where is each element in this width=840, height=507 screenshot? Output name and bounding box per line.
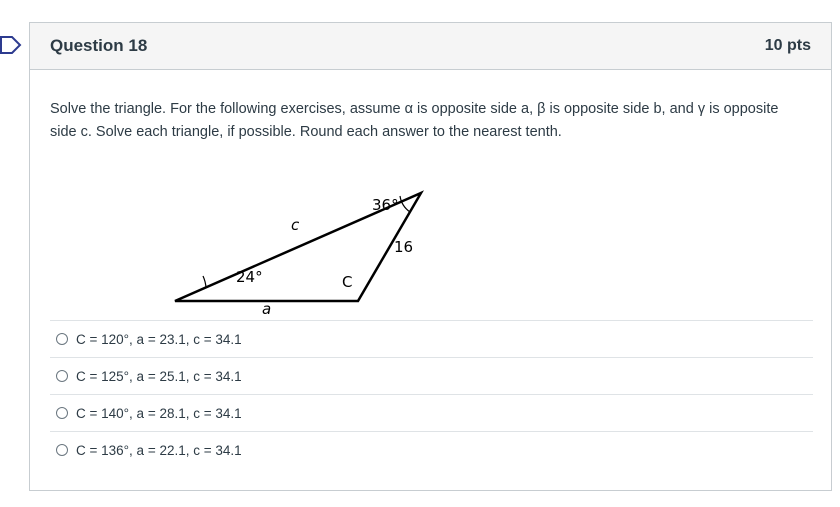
radio-icon[interactable] (56, 333, 68, 345)
triangle-figure (170, 162, 430, 318)
answer-label: C = 125°, a = 25.1, c = 34.1 (76, 368, 242, 384)
answer-label: C = 140°, a = 28.1, c = 34.1 (76, 405, 242, 421)
question-flag-icon (0, 36, 22, 54)
angle-arc-left (203, 276, 206, 288)
question-header (30, 23, 831, 70)
question-points: 10 pts (764, 37, 811, 54)
answer-option[interactable] (50, 431, 813, 468)
side-label-b: 16 (394, 238, 414, 256)
answer-option[interactable] (50, 357, 813, 394)
answer-label: C = 136°, a = 22.1, c = 34.1 (76, 442, 242, 458)
angle-label-left: 24° (236, 268, 263, 286)
radio-icon[interactable] (56, 407, 68, 419)
side-label-a: a (262, 300, 272, 318)
radio-icon[interactable] (56, 444, 68, 456)
answer-option[interactable] (50, 320, 813, 357)
radio-icon[interactable] (56, 370, 68, 382)
vertex-label-c: C (342, 273, 353, 291)
question-title: Question 18 (50, 36, 148, 55)
answer-list (50, 320, 813, 468)
question-prompt: Solve the triangle. For the following exercises, assume α is opposite side a, β is opposite side b, and γ is opposite side c. Solve each triangle, if possible. Round each answer to the nearest tenth. (50, 101, 779, 140)
side-label-c: c (291, 216, 300, 234)
angle-label-top: 36° (372, 196, 399, 214)
answer-option[interactable] (50, 394, 813, 431)
answer-label: C = 120°, a = 23.1, c = 34.1 (76, 331, 242, 347)
question-card (29, 22, 832, 491)
